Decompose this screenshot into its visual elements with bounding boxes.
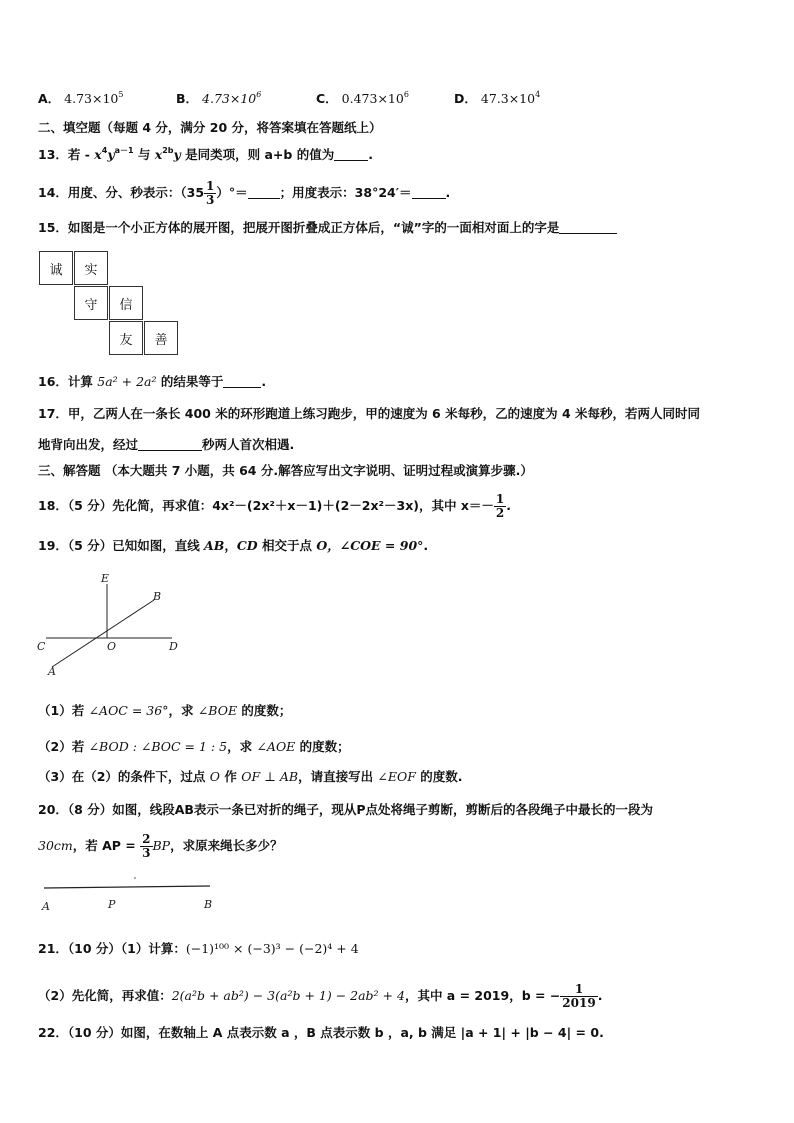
q14-prefix: 14．用度、分、秒表示：（35 [38, 185, 205, 200]
q17-line2-post: 秒两人首次相遇. [202, 437, 295, 452]
question-19-part-2 [38, 738, 350, 756]
q19-ab: AB [204, 538, 225, 553]
q20-fraction [140, 833, 152, 860]
q14-answer-blank-1[interactable] [248, 186, 280, 199]
q14-fraction [204, 180, 216, 207]
q18-frac-den: 2 [495, 506, 505, 520]
option-b-value: 4.73×10 [202, 91, 257, 106]
q16-suffix: 的结果等于 [156, 374, 224, 389]
q19-3-mid: 作 [220, 769, 242, 784]
q21-line1-pre: 21．（10 分）（1）计算： [38, 941, 186, 956]
option-c-value: 0.473×10 [341, 91, 404, 106]
option-b-label: B． [176, 91, 199, 106]
q21-line2-pre: （2）先化简，再求值： [38, 988, 172, 1003]
option-d-value: 47.3×10 [480, 91, 536, 106]
q18-prefix: 18．（5 分）先化简，再求值：4x²－(2x²＋x－1)＋(2－2x²－3x)，其中 x＝－ [38, 498, 494, 513]
q19-3-target: ∠EOF [377, 769, 416, 784]
q18-end: . [506, 498, 511, 513]
q20-cond-pre: ，若 AP = [72, 838, 141, 853]
q21-line1-expr: (−1)¹⁰⁰ × (−3)³ − (−2)⁴ + 4 [185, 941, 359, 956]
option-b-exponent: 6 [256, 90, 262, 99]
segment-ab [44, 886, 210, 888]
q19-2-cond: ∠BOD : ∠BOC = 1 : 5 [88, 739, 228, 754]
question-16 [38, 373, 266, 391]
q13-y: y [107, 147, 115, 162]
q21-line2-expr: 2(a²b + ab²) − 3(a²b + 1) − 2ab² + 4 [171, 988, 405, 1003]
q19-3-suffix: 的度数. [415, 769, 463, 784]
question-14 [38, 180, 450, 207]
q20-frac-num: 2 [142, 832, 151, 846]
q14-mid: ）°＝ [216, 185, 248, 200]
q18-fraction [494, 493, 506, 520]
q19-sep: ， [224, 538, 237, 553]
question-21-part-1 [38, 940, 359, 958]
q21-end: . [597, 988, 603, 1003]
option-c-label: C． [316, 91, 338, 106]
q19-end: . [423, 538, 429, 553]
q19-prefix: 19．（5 分）已知如图，直线 [38, 538, 205, 553]
label-e: E [101, 572, 110, 585]
option-a [38, 89, 123, 107]
q21-fraction [560, 983, 597, 1010]
cube-face-shi: 实 [74, 251, 108, 285]
question-20-line-2 [38, 833, 283, 860]
q20-suffix: ，求原来绳长多少？ [170, 838, 283, 853]
q15-text: 15．如图是一个小正方体的展开图，把展开图折叠成正方体后，“诚”字的一面相对面上的字是 [38, 220, 560, 235]
label-a: A [42, 900, 50, 913]
question-19-part-3 [38, 768, 463, 786]
cube-face-shou: 守 [74, 286, 108, 320]
q17-line2-pre: 地背向出发，经过 [38, 437, 139, 452]
label-o: O [107, 640, 117, 653]
q13-x2-exp: 2b [162, 146, 174, 155]
q19-2-prefix: （2）若 [38, 739, 89, 754]
label-c: C [37, 640, 46, 653]
question-13 [38, 146, 373, 164]
point-mark [134, 877, 136, 879]
question-19 [38, 537, 428, 555]
option-c [316, 89, 409, 107]
question-17-line-1: 17．甲，乙两人在一条长 400 米的环形跑道上练习跑步，甲的速度为 6 米每秒，乙的速度为 4 米每秒，若两人同时同 [38, 406, 700, 421]
q21-frac-den: 2019 [562, 996, 596, 1010]
q16-end: . [261, 374, 267, 389]
q19-1-cond: ∠AOC = 36° [88, 703, 169, 718]
q13-end: . [368, 147, 373, 162]
option-d-exponent: 4 [535, 90, 541, 99]
label-b: B [204, 898, 213, 911]
q13-x: x [94, 147, 102, 162]
q13-y2: y [173, 147, 181, 162]
q14-end: . [445, 185, 451, 200]
q14-frac-num: 1 [206, 179, 215, 193]
q19-3-mid2: ，请直接写出 [298, 769, 378, 784]
q20-length: 30cm [38, 838, 73, 853]
q19-2-suffix: 的度数； [295, 739, 350, 754]
q13-answer-blank[interactable] [334, 148, 368, 161]
q16-expression: 5a² + 2a² [97, 374, 157, 389]
question-19-part-1 [38, 702, 291, 720]
cube-face-cheng: 诚 [39, 251, 73, 285]
q20-frac-den: 3 [142, 846, 151, 860]
q15-answer-blank[interactable] [559, 221, 617, 234]
section-3-heading: 三、解答题 （本大题共 7 小题，共 64 分.解答应写出文字说明、证明过程或演算步骤.） [38, 463, 533, 478]
figure-20 [38, 872, 228, 914]
line-ab [52, 600, 154, 667]
label-b: B [153, 590, 162, 603]
q19-o: O [316, 538, 328, 553]
figure-19 [36, 570, 186, 678]
option-c-exponent: 6 [403, 90, 409, 99]
q16-answer-blank[interactable] [223, 375, 261, 388]
q13-x2: x [154, 147, 163, 162]
q21-line2-mid: ，其中 a = 2019，b = − [404, 988, 561, 1003]
section-2-heading: 二、填空题（每题 4 分，满分 20 分，将答案填在答题纸上） [38, 120, 382, 135]
q19-3-perp: OF ⊥ AB [241, 769, 299, 784]
q16-prefix: 16．计算 [38, 374, 98, 389]
q19-1-prefix: （1）若 [38, 703, 89, 718]
question-17-line-2 [38, 436, 294, 454]
q14-answer-blank-2[interactable] [412, 186, 446, 199]
q19-cond: ，∠COE = 90° [327, 538, 424, 553]
question-21-part-2 [38, 983, 602, 1010]
q19-cd: CD [236, 538, 258, 553]
question-18 [38, 493, 511, 520]
question-15 [38, 219, 617, 237]
label-d: D [169, 640, 178, 653]
q13-mid: 与 [133, 147, 155, 162]
option-a-label: A． [38, 91, 61, 106]
label-a: A [48, 665, 56, 678]
q21-frac-num: 1 [560, 983, 597, 997]
option-d [454, 89, 540, 107]
cube-face-xin: 信 [109, 286, 143, 320]
q13-suffix: 是同类项，则 a+b 的值为 [180, 147, 335, 162]
q19-2-target: ∠AOE [256, 739, 296, 754]
q19-1-target: ∠BOE [197, 703, 238, 718]
q18-frac-num: 1 [495, 492, 505, 506]
q19-2-mid: ，求 [227, 739, 257, 754]
q17-answer-blank[interactable] [138, 438, 202, 451]
label-p: P [108, 898, 116, 911]
q19-3-prefix: （3）在（2）的条件下，过点 [38, 769, 210, 784]
q13-y-exp: a－1 [114, 146, 134, 155]
q14-mid2: ；用度表示：38°24′＝ [279, 185, 412, 200]
q19-1-mid: ，求 [168, 703, 198, 718]
option-a-exponent: 5 [118, 90, 124, 99]
option-b [176, 89, 261, 107]
option-d-label: D． [454, 91, 477, 106]
q19-1-suffix: 的度数； [237, 703, 292, 718]
q20-cond-post: BP [152, 838, 171, 853]
option-a-value: 4.73×10 [64, 91, 119, 106]
question-20-line-1: 20．（8 分）如图，线段AB表示一条已对折的绳子，现从P点处将绳子剪断，剪断后的各段绳子中最长的一段为 [38, 802, 654, 817]
question-22: 22．（10 分）如图，在数轴上 A 点表示数 a ，B 点表示数 b ，a, b 满足 |a + 1| + |b − 4| = 0. [38, 1025, 604, 1040]
q19-mid: 相交于点 [257, 538, 317, 553]
q13-x-exp: 4 [101, 146, 108, 155]
q14-frac-den: 3 [206, 193, 215, 207]
q13-prefix: 13．若 - [38, 147, 95, 162]
cube-face-shan: 善 [144, 321, 178, 355]
cube-face-you: 友 [109, 321, 143, 355]
q19-3-o: O [209, 769, 220, 784]
